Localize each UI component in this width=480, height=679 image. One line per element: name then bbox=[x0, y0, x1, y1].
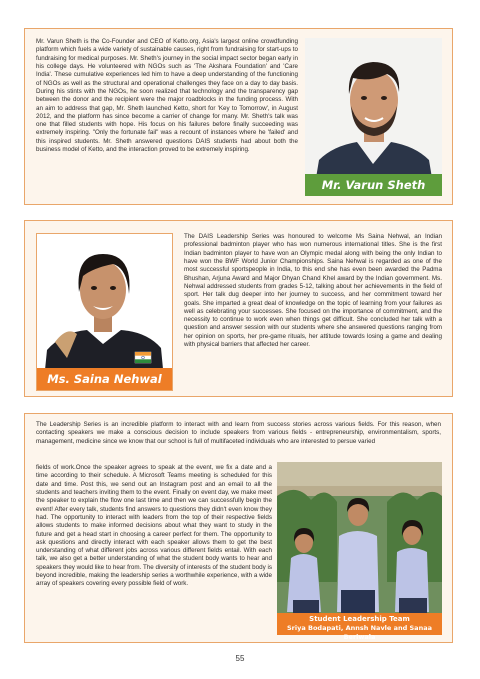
team-text-top: The Leadership Series is an incredible platform to interact with and learn from success stories across various fields. For this reason, when contacting speakers we make a conscious decision to include speakers from various fields - entrepreneurship, environmentalism, sports, management, medicine since we know that our school is full of multifaceted individuals who are interested to persue varied bbox=[36, 421, 441, 445]
team-photo bbox=[277, 462, 442, 641]
varun-caption: Mr. Varun Sheth bbox=[305, 174, 442, 196]
saina-portrait-image bbox=[37, 234, 172, 390]
saina-caption: Ms. Saina Nehwal bbox=[37, 368, 172, 390]
saina-text: The DAIS Leadership Series was honoured to welcome Ms Saina Nehwal, an Indian professional badminton player who has won numerous international titles. She is the first Indian badminton player to have won an Olympic medal along with being the only Indian to have won the BWF World Junior Championships. Saina Nehwal is regarded as one of the most successful sportspeople in India, to this end she has even been awarded the Padma Bhushan, Arjuna Award and Major Dhyan Chand Khel award by the Indian government. Ms. Nehwal addressed students from grades 5-12, talking about her achievements in the field of sport. Her talk dug deeper into her journey to success, and her commitment toward her goals. She imparted a great deal of knowledge on the topic of learning from your failures as well as celebrating your successes. She focused on the importance of commitment, and the necessity to continue to work even when things get difficult. She concluded her talk with a question and answer session with our students where she answered questions ranging from her opinion on sports, her pre-game rituals, her attitude towards losing a game and dealing with physical barriers that affected her career. bbox=[184, 233, 442, 349]
team-caption-title: Student Leadership Team bbox=[309, 615, 410, 623]
team-text-side: fields of work.Once the speaker agrees to speak at the event, we fix a date and a time according to their schedule. A Microsoft Teams meeting is scheduled for this date and time. Post this, we send out an Instagram post and an email to all the students and teachers inviting them to the event. Finally on event day, we make meet the speaker to explain the flow one last time and then we can successfully begin the event! After every talk, students find answers to questions they didn't even know they had. The opportunity to interact with leaders from the top of their respective fields allows students to make informed decisions about what they want to study in the future and get a head start in choosing a career perfect for them. The opportunity to ask questions and directly interact with each speaker allows them to get the best understanding of what different jobs across various different fields entail. With each talk, we also get a better understanding of what the student body wants to hear and speakers they would like to hear from. The diversity of interests of the student body is beyond incredible, making the leadership series a worthwhile experience, with a wide array of speakers covering every possible field of work. bbox=[36, 464, 272, 588]
saina-photo bbox=[36, 233, 173, 391]
varun-photo bbox=[305, 38, 442, 196]
page-number: 55 bbox=[235, 654, 245, 663]
team-caption-names: Sriya Bodapati, Annsh Navle and Sanaa Beriwala bbox=[287, 624, 432, 641]
team-caption bbox=[277, 613, 442, 641]
team-group-image bbox=[277, 462, 442, 635]
varun-text: Mr. Varun Sheth is the Co-Founder and CEO of Ketto.org, Asia's largest online crowdfunding platform which fuels a wide variety of sustainable causes, right from fundraising for start-ups to fundraising for medical purposes. Mr. Sheth's journey in the social impact sector began early in his college days. He volunteered with NGOs such as 'The Akshara Foundation' and 'Care India'. These cumulative experiences led him to have a deep understanding of the functioning of NGOs as well as the structural and operational challenges they face on a day to day basis. During his stints with the NGOs, he soon realized that technology and the transparency gap between the donor and the recipient were the major roadblocks in the funding process. With an aim to address that gap, Mr. Sheth launched Ketto, short for 'Key to Tomorrow', in August 2012, and the platform has since become a carrier of change for many. Mr. Sheth's talk was one that filled students with hope. His focus on his failures before finally succeeding was extremely inspiring. "Only the fortunate fail" was a recount of instances where he 'failed' and this inspired students. Mr. Sheth answered questions DAIS students had about both the business model of Ketto, and the interaction proved to be extremely inspiring. bbox=[36, 38, 298, 154]
varun-portrait-image bbox=[305, 38, 442, 196]
